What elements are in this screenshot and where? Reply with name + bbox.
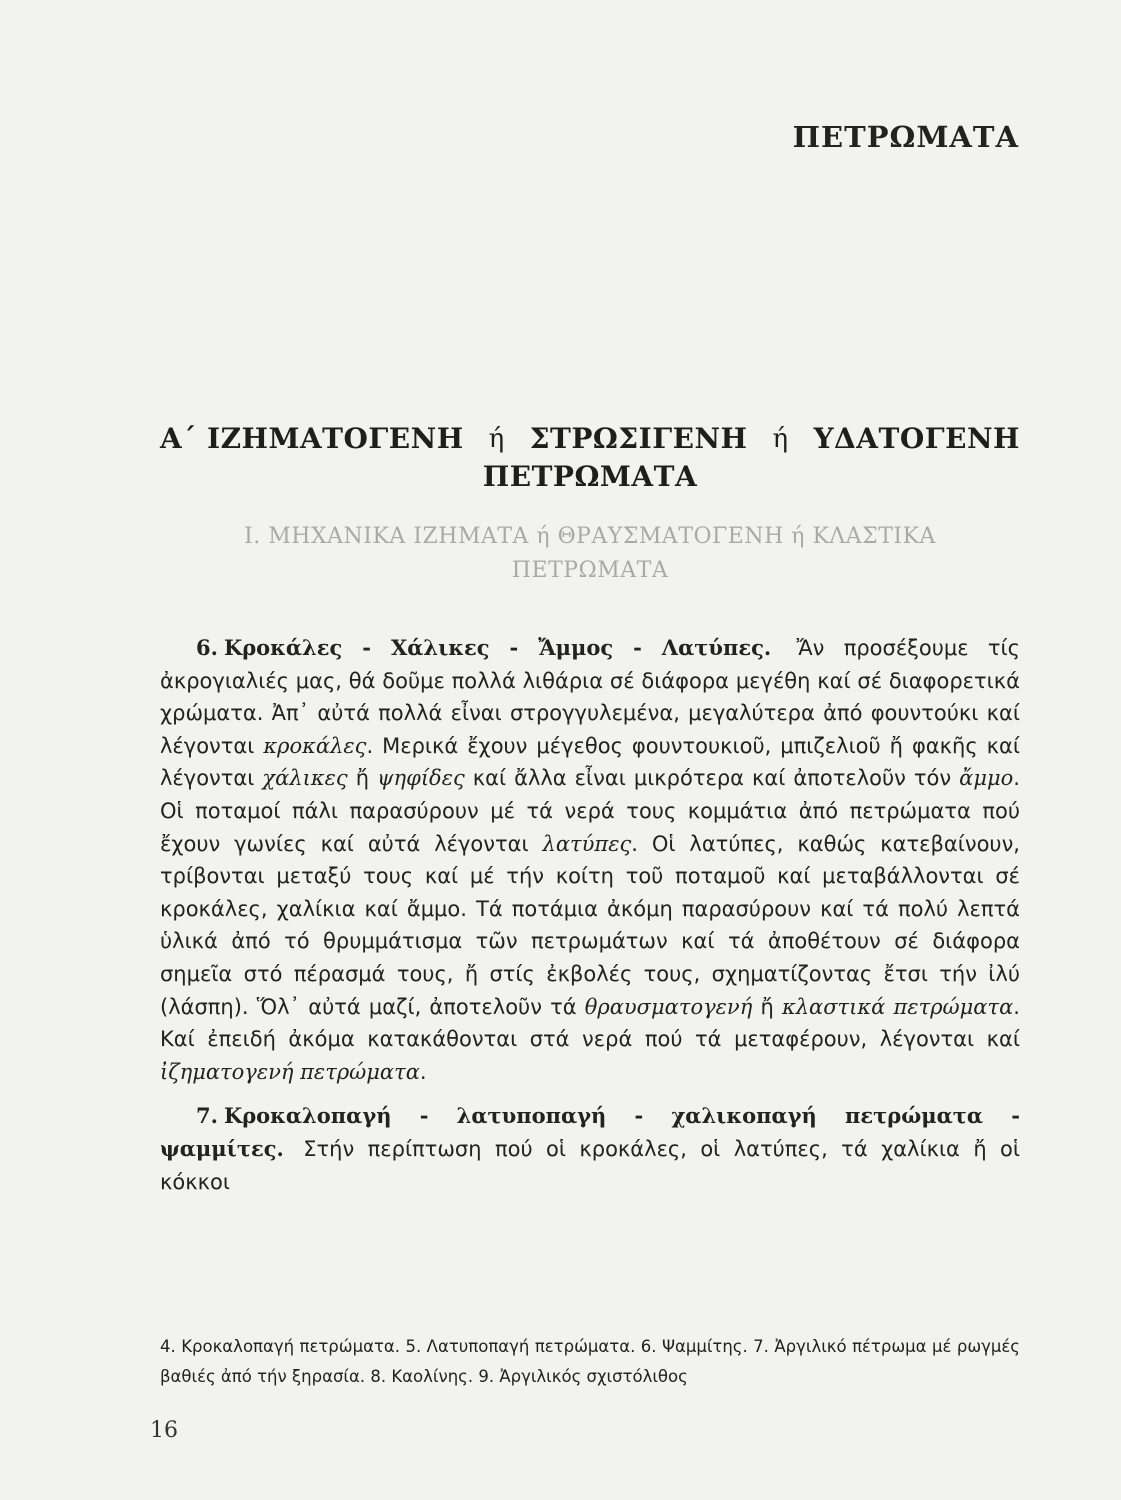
term-psifides: ψηφίδες [377,766,465,791]
term-klastika: κλαστικά πετρώματα [781,994,1014,1019]
p6-text-9: . [419,1059,427,1084]
heading-or-1: ή [488,424,505,454]
heading-part-2: ΣΤΡΩΣΙΓΕΝΗ [529,422,748,455]
body-text [160,632,1020,1198]
p7-text: Στήν περίπτωση πού οἱ κροκάλες, οἱ λατύπες, τά χαλίκια ἤ οἱ κόκκοι [160,1136,1020,1194]
subsection-line-1: Ι. ΜΗΧΑΝΙΚΑ ΙΖΗΜΑΤΑ ή ΘΡΑΥΣΜΑΤΟΓΕΝΗ ή ΚΛΑΣΤΙΚΑ [244,524,936,549]
paragraph-6-heading: Κροκάλες - Χάλικες - Ἄμμος - Λατύπες. [223,635,772,660]
p6-text-6: . Οἱ λατύπες, καθώς κατεβαίνουν, τρίβονται μεταξύ τους καί μέ τήν κοίτη τοῦ ποταμοῦ καί μεταβάλλονται σέ κροκάλες, χαλίκια καί ἄμμο. Τά ποτάμια ἀκόμη παρασύρουν καί τά πολύ λεπτά ὑλικά ἀπό τό θρυμμάτισμα τῶν πετρωμάτων καί τά ἀποθέτουν σέ διάφορα σημεῖα στό πέρασμά τους, ἤ στίς ἐκβολές τους, σχηματίζοντας ἔτσι τήν ἰλύ (λάσπη). Ὅλ᾿ αὐτά μαζί, ἀποτελοῦν τά [160,831,1020,1019]
section-heading-line-1 [160,420,1020,458]
heading-part-1: Α΄ ΙΖΗΜΑΤΟΓΕΝΗ [160,422,464,455]
term-ammo: ἄμμο [959,766,1014,791]
heading-part-3: ΥΔΑΤΟΓΕΝΗ [813,422,1020,455]
subsection-heading [160,520,1020,588]
p6-text-3: ἤ [355,766,370,791]
figure-captions: 4. Κροκαλοπαγή πετρώματα. 5. Λατυποπαγή πετρώματα. 6. Ψαμμίτης. 7. Ἀργιλικό πέτρωμα μέ ρωγμές βαθιές ἀπό τήν ξηρασία. 8. Καολίνης. 9. Ἀργιλικός σχιστόλιθος [160,1337,1020,1386]
section-heading [160,420,1020,496]
p6-text-4: καί ἄλλα εἶναι μικρότερα καί ἀποτελοῦν τόν [472,766,952,791]
page-title: ΠΕΤΡΩΜΑΤΑ [792,120,1019,154]
p6-text-7: ἤ [760,994,774,1019]
paragraph-7-heading: Κροκαλοπαγή - λατυποπαγή - χαλικοπαγή πετρώματα - ψαμμίτες. [160,1103,1020,1161]
subsection-line-2: ΠΕΤΡΩΜΑΤΑ [511,558,669,583]
section-heading-line-2: ΠΕΤΡΩΜΑΤΑ [482,460,698,493]
paragraph-7 [160,1100,1020,1198]
p6-text-2: . Μερικά ἔχουν μέγεθος φουντουκιοῦ, μπιζελιοῦ ἤ φακῆς καί λέγονται [160,733,1020,791]
paragraph-7-number: 7. [196,1103,218,1129]
p6-text-5: . Οἱ ποταμοί πάλι παρασύρουν μέ τά νερά τους κομμάτια ἀπό πετρώματα πού ἔχουν γωνίες καί αὐτά λέγονται [160,766,1020,856]
page-number: 16 [150,1418,178,1443]
term-chalikes: χάλικες [262,766,348,791]
paragraph-6 [160,632,1020,1088]
term-izimatogeni: ἰζηματογενή πετρώματα [160,1059,420,1084]
p6-text-1: Ἄν προσέξουμε τίς ἀκρογιαλιές μας, θά δοῦμε πολλά λιθάρια σέ διάφορα μεγέθη καί σέ διαφορετικά χρώματα. Ἀπ᾿ αὐτά πολλά εἶναι στρογγυλεμένα, μεγαλύτερα ἀπό φουντούκι καί λέγονται [160,636,1020,758]
heading-or-2: ή [772,424,789,454]
p6-text-8: . Καί ἐπειδή ἀκόμα κατακάθονται στά νερά πού τά μεταφέρουν, λέγονται καί [160,994,1020,1052]
term-latypes: λατύπες [542,831,632,856]
paragraph-6-number: 6. [196,635,218,660]
term-thrausmatogeni: θραυσματογενή [584,994,753,1019]
term-krokales: κροκάλες [263,733,367,758]
